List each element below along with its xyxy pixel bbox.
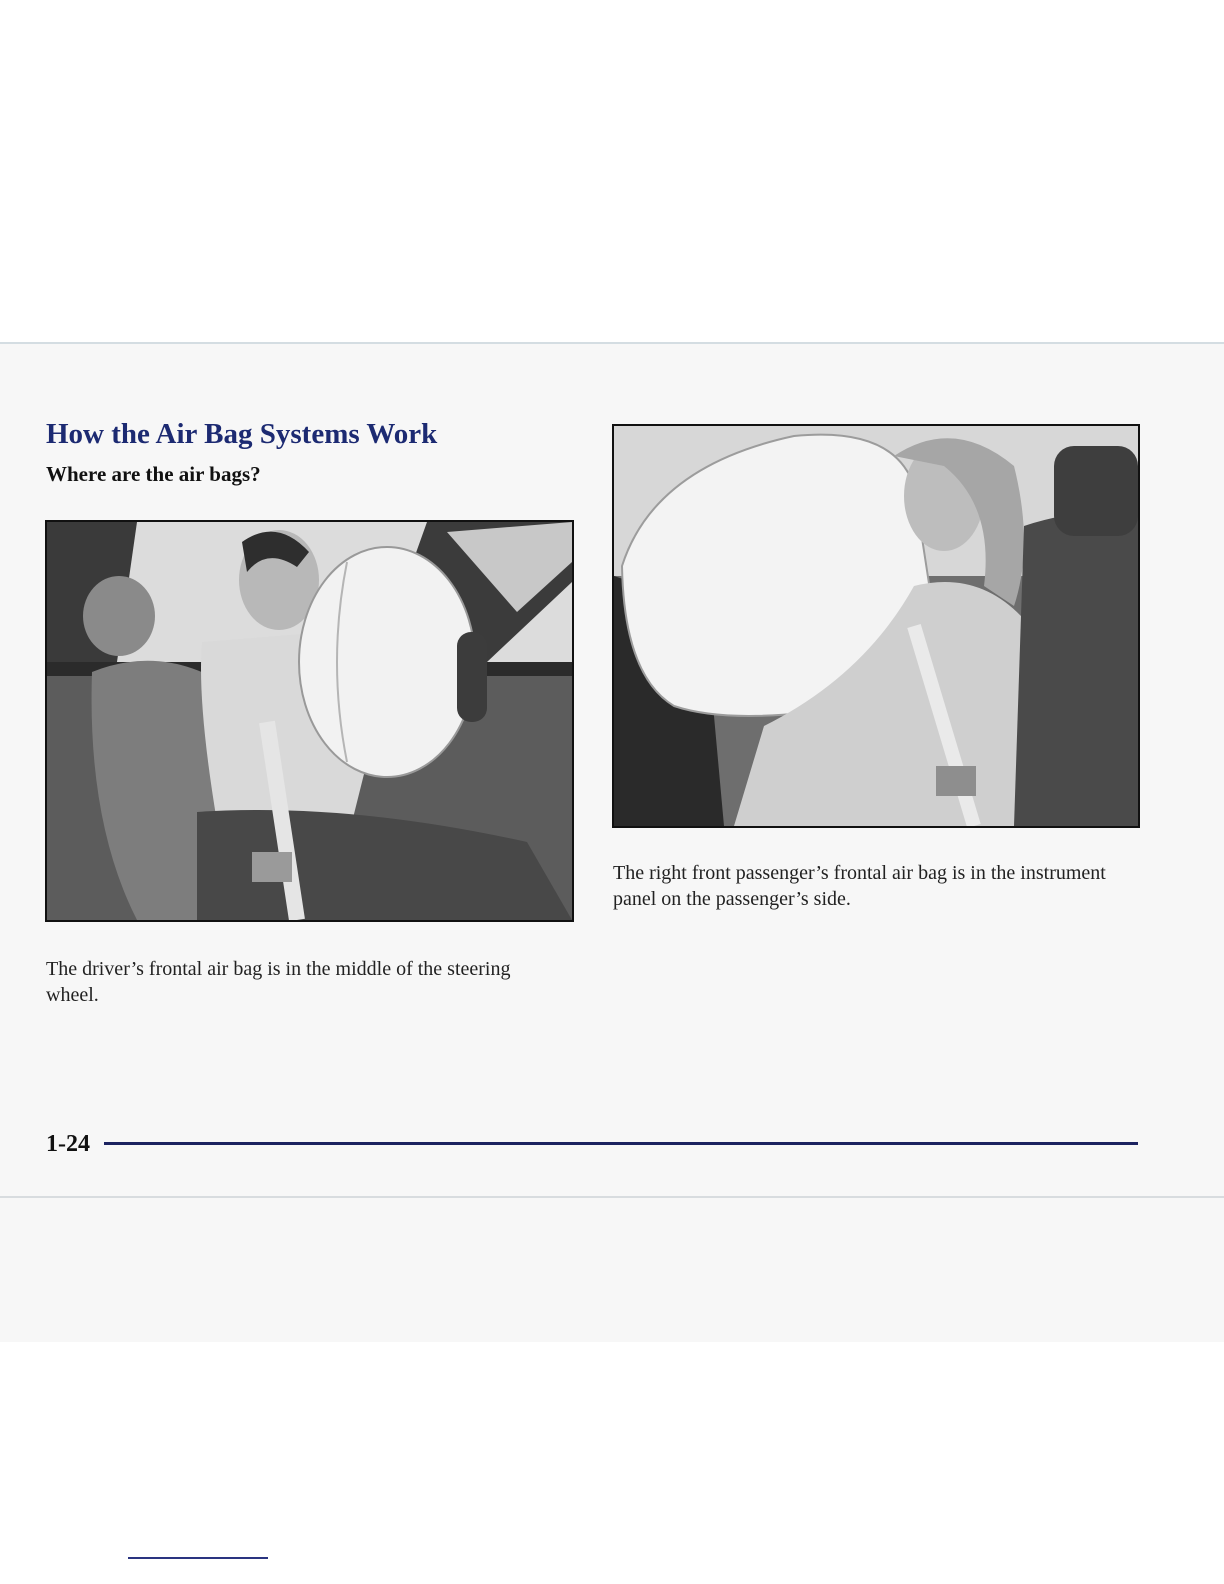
driver-airbag-illustration <box>45 520 574 922</box>
footer-rule <box>104 1142 1138 1145</box>
driver-airbag-caption: The driver’s frontal air bag is in the middle of the steering wheel. <box>46 958 511 1006</box>
page-number: 1-24 <box>46 1131 90 1157</box>
section-subtitle: Where are the air bags? <box>46 462 261 486</box>
passenger-airbag-illustration <box>612 424 1140 828</box>
page-bottom-edge <box>0 1196 1224 1198</box>
passenger-airbag-caption: The right front passenger’s frontal air bag is in the instrument panel on the passenger’s side. <box>613 862 1106 910</box>
footer-mark <box>128 1557 268 1559</box>
page-top-edge <box>0 342 1224 344</box>
section-title: How the Air Bag Systems Work <box>46 418 438 450</box>
